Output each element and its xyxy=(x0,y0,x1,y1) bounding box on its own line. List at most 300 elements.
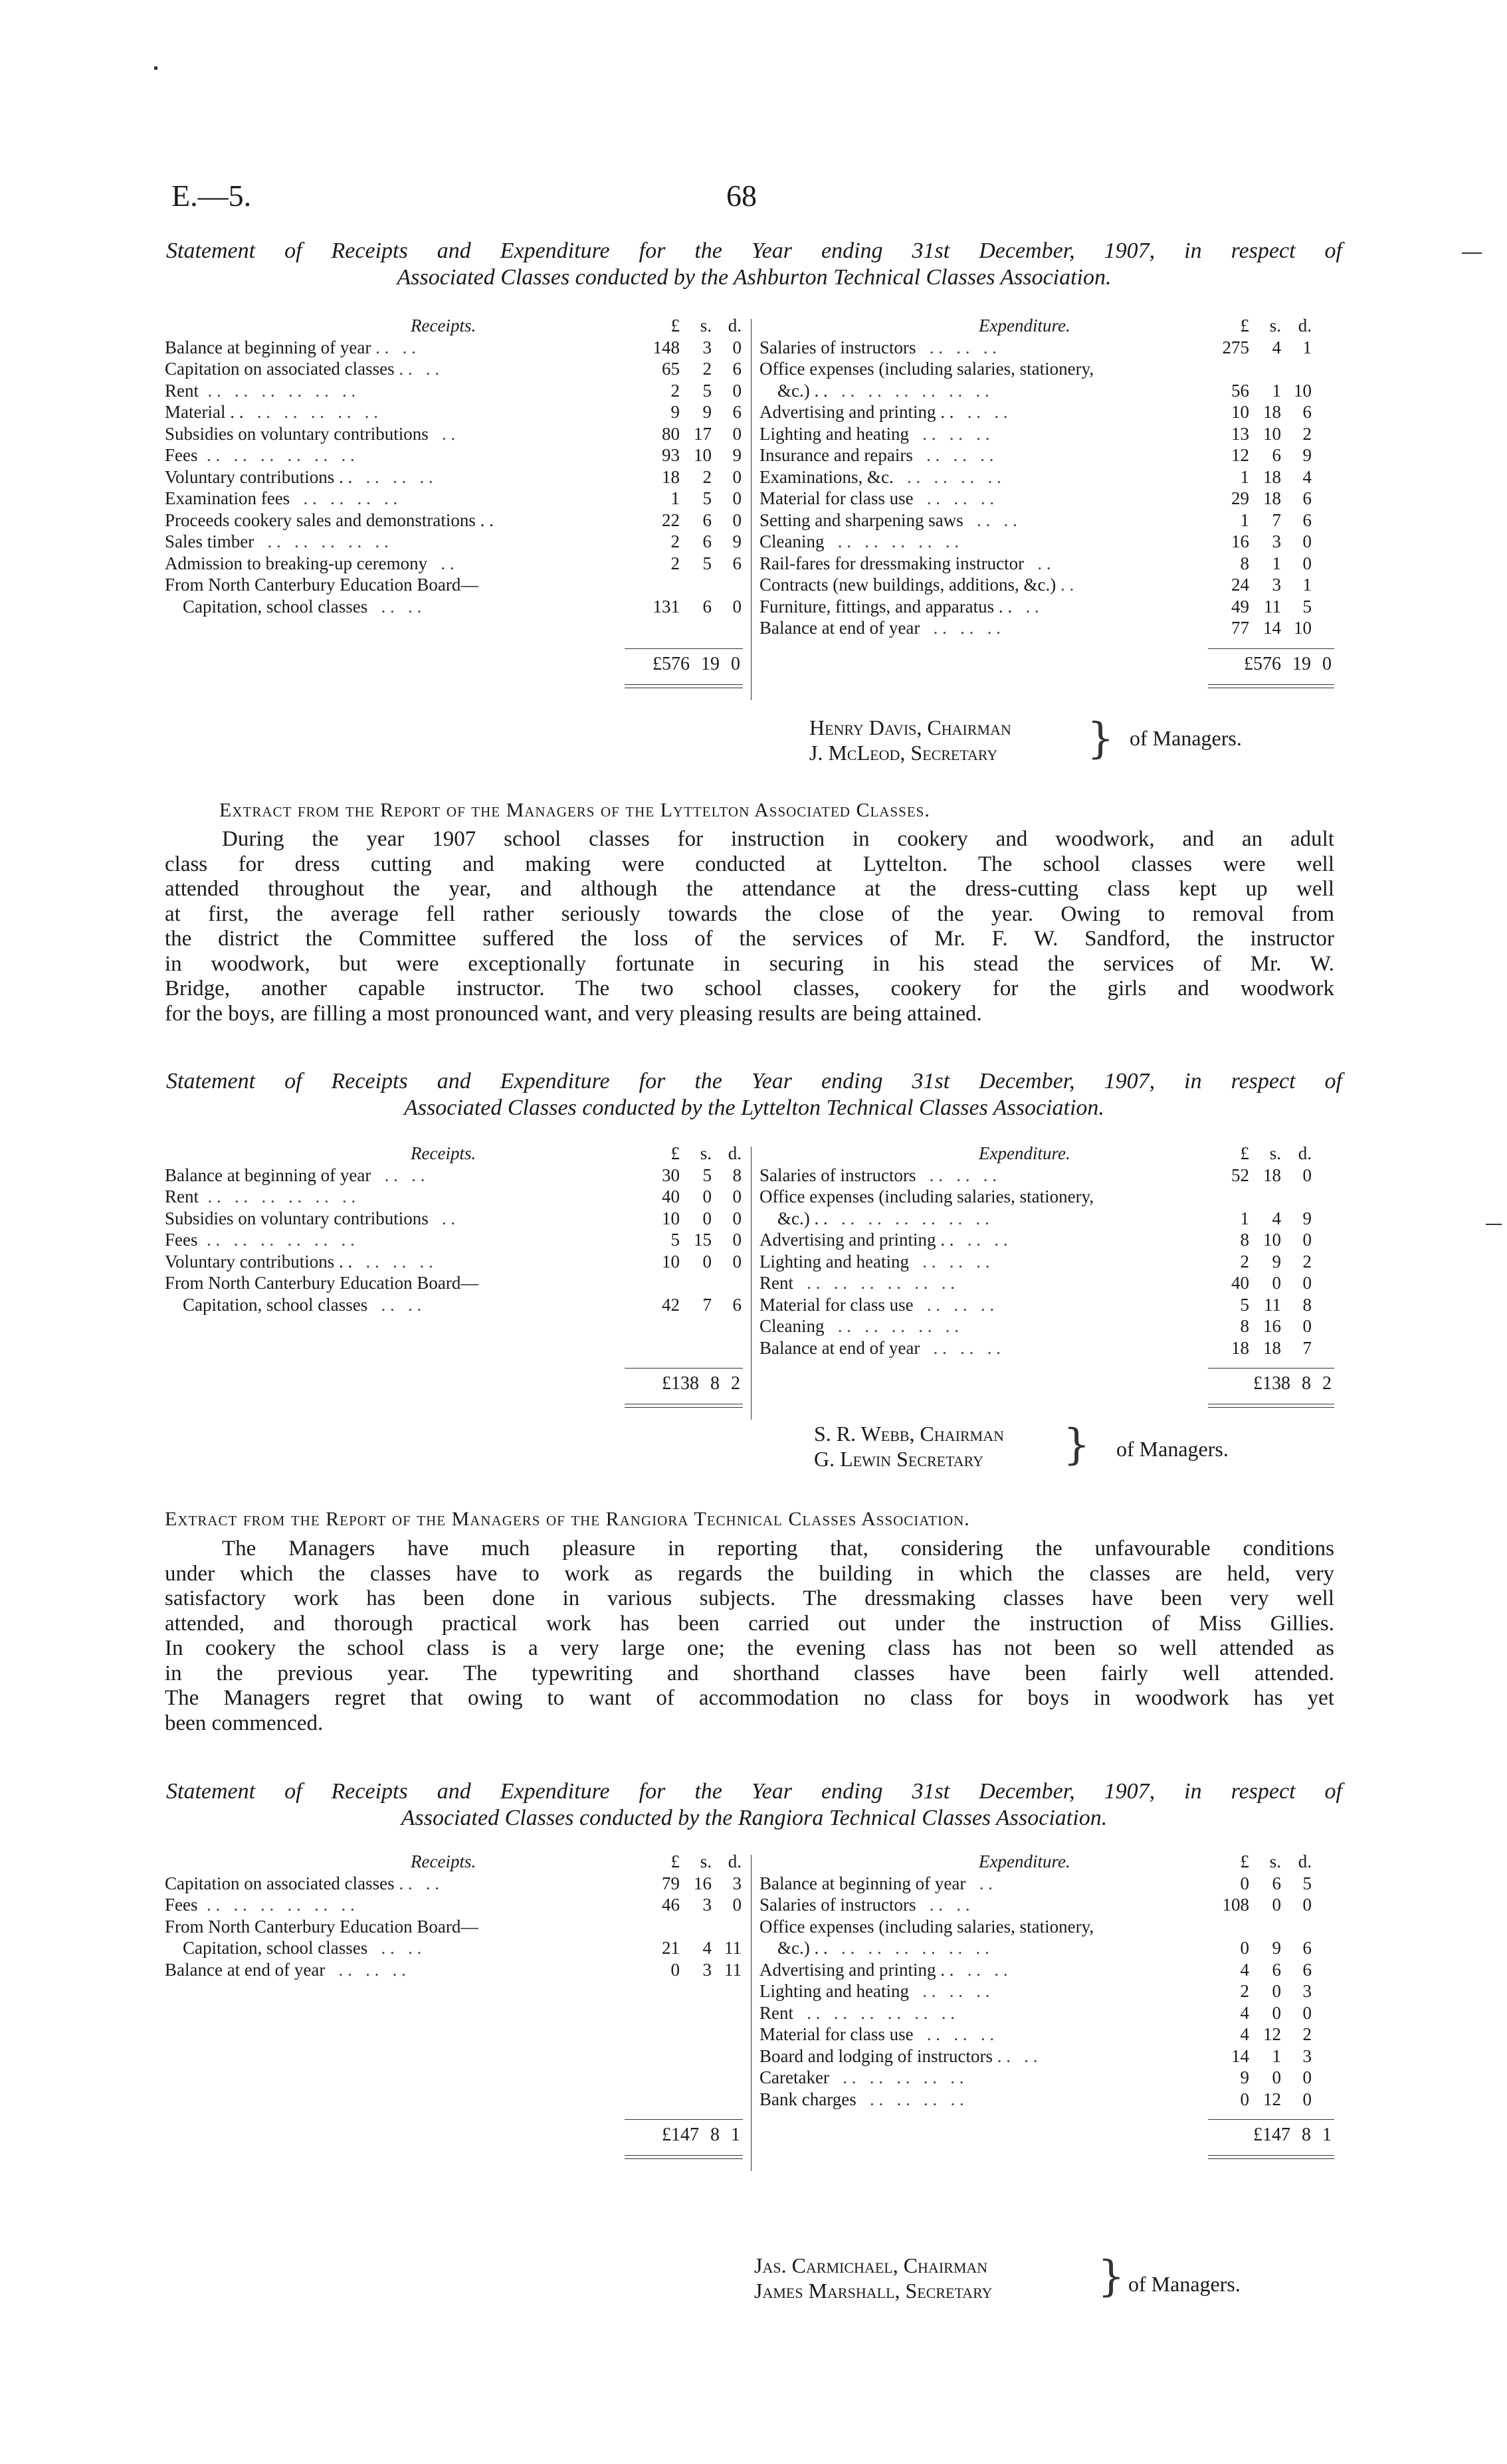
ledger-row xyxy=(165,1894,743,1916)
ledger-row xyxy=(759,510,1334,531)
item-text: Office expenses (including salaries, stationery, xyxy=(759,1916,1094,1937)
ledger-row xyxy=(165,423,743,445)
expenditure-column xyxy=(759,1851,1334,2110)
ledger-row xyxy=(759,2024,1334,2045)
paragraph-line: In cookery the school class is a very large one; the evening class has not been so well attended as xyxy=(165,1636,1334,1660)
pence-value: 9 xyxy=(1302,1208,1312,1228)
ledger-row xyxy=(759,1337,1334,1359)
item-text: Voluntary contributions . . xyxy=(165,1251,353,1272)
ledger-item-label xyxy=(165,423,455,445)
shillings-value: 14 xyxy=(1263,618,1281,638)
pence-value: 0 xyxy=(1302,2067,1312,2087)
pence-value: 10 xyxy=(1294,618,1312,638)
ledger-row xyxy=(165,1873,743,1895)
pounds-value: 1 xyxy=(1240,1208,1249,1228)
shillings-value: 10 xyxy=(694,445,712,465)
pounds-value: 2 xyxy=(1240,1251,1249,1272)
item-text: Board and lodging of instructors xyxy=(759,2045,993,2066)
pence-value: 5 xyxy=(1302,596,1312,616)
unit-label: £ xyxy=(670,316,680,335)
item-text: From North Canterbury Education Board— xyxy=(165,1916,479,1937)
ledger-item-label xyxy=(759,2089,964,2111)
ledger-row xyxy=(165,401,743,423)
receipts-total: £147 8 1 xyxy=(662,2125,740,2145)
item-text: Fees xyxy=(165,445,198,465)
paragraph-line: attended throughout the year, and although the attendance at the dress-cutting class kept up well xyxy=(165,877,1334,901)
pence-value: 9 xyxy=(732,445,742,465)
rangiora-secretary-signature: James Marshall, Secretary xyxy=(754,2279,993,2303)
pounds-value: 40 xyxy=(662,1186,680,1206)
pounds-value: 8 xyxy=(1240,553,1249,573)
ledger-item-label xyxy=(759,1894,969,1916)
paragraph-line: class for dress cutting and making were conducted at Lyttelton. The school classes were well xyxy=(165,852,1334,876)
shillings-value: 0 xyxy=(1272,1895,1281,1915)
pounds-value: 42 xyxy=(662,1294,680,1315)
item-text: Lighting and heating xyxy=(759,423,909,444)
ledger-row xyxy=(759,1894,1334,1916)
document-reference: E.—5. xyxy=(171,179,252,213)
ledger-row xyxy=(759,2002,1334,2024)
total-rule xyxy=(1208,648,1334,649)
ledger-row xyxy=(165,510,743,531)
item-text: Balance at beginning of year xyxy=(759,1873,966,1893)
ledger-row xyxy=(759,531,1334,553)
ledger-item-label xyxy=(759,1916,1094,1938)
ledger-item-label xyxy=(759,2067,963,2089)
receipts-total: £576 19 0 xyxy=(653,653,740,674)
leader-dots: . . . . . . xyxy=(908,1981,990,2001)
ledger-item-label xyxy=(759,1186,1094,1208)
rangiora-account-table xyxy=(165,1851,1334,2183)
ledger-row xyxy=(165,1959,743,1981)
signature-brace: } xyxy=(1087,714,1114,763)
paragraph-line: at first, the average fell rather seriously towards the close of the year. Owing to removal from xyxy=(165,901,1334,926)
pence-value: 0 xyxy=(732,1186,742,1206)
shillings-value: 1 xyxy=(1272,2045,1281,2066)
pounds-value: 2 xyxy=(670,380,680,401)
item-text: Office expenses (including salaries, stationery, xyxy=(759,359,1094,379)
leader-dots: . . . . . . . . . . . . xyxy=(827,380,989,401)
receipts-column xyxy=(165,315,743,617)
item-text: Contracts (new buildings, additions, &c.) xyxy=(759,575,1056,595)
ledger-row xyxy=(165,444,743,466)
ledger-item-label xyxy=(759,2002,955,2024)
pence-value: 2 xyxy=(1302,423,1312,444)
scan-speck xyxy=(154,66,157,70)
pence-value: 8 xyxy=(732,1165,742,1185)
pounds-value: 9 xyxy=(670,402,680,422)
total-rule xyxy=(1208,2119,1334,2120)
shillings-value: 0 xyxy=(702,1186,712,1206)
rangiora-statement-title: Statement of Receipts and Expenditure for the Year ending 31st December, 1907, in respect of Associated Classes conducted by the Rangiora Technical Classes Association. xyxy=(166,1779,1342,1830)
leader-dots: . . . . . . xyxy=(916,337,997,357)
pounds-value: 4 xyxy=(1240,2024,1249,2044)
ledger-row xyxy=(759,1873,1334,1895)
shillings-value: 3 xyxy=(702,337,712,357)
pence-value: 4 xyxy=(1302,466,1312,487)
ledger-item-label xyxy=(759,617,1001,639)
pence-value: 11 xyxy=(724,1959,742,1980)
pence-value: 2 xyxy=(1302,2024,1312,2044)
pence-value: 0 xyxy=(1302,2002,1312,2023)
total-double-rule xyxy=(1208,2155,1334,2159)
pence-value: 0 xyxy=(1302,1316,1312,1336)
ledger-row xyxy=(759,1959,1334,1981)
column-caption: Expenditure. xyxy=(979,1143,1070,1163)
ledger-item-label xyxy=(759,531,959,553)
total-double-rule xyxy=(1208,684,1334,688)
lyttelton-account-table xyxy=(165,1143,1334,1408)
item-text: Rent xyxy=(165,1186,199,1206)
ledger-item-label xyxy=(759,510,1017,531)
leader-dots: . . . . . . xyxy=(908,1251,990,1272)
item-text: Material for class use xyxy=(759,488,914,508)
ledger-row xyxy=(165,553,743,575)
pence-value: 0 xyxy=(732,1895,742,1915)
pounds-value: 4 xyxy=(1240,1959,1249,1980)
ledger-item-label xyxy=(165,1959,406,1981)
pence-value: 0 xyxy=(1302,1165,1312,1185)
shillings-value: 0 xyxy=(1272,1273,1281,1293)
ledger-row xyxy=(759,2067,1334,2089)
pence-value: 0 xyxy=(1302,1895,1312,1915)
receipts-total: £138 8 2 xyxy=(662,1373,740,1394)
item-text: Capitation, school classes xyxy=(165,1938,368,1958)
ledger-item-label xyxy=(165,1937,421,1959)
paragraph-line: The Managers have much pleasure in reporting that, considering the unfavourable conditions xyxy=(222,1537,1334,1561)
ledger-row xyxy=(759,423,1334,445)
leader-dots: . . xyxy=(427,553,454,573)
ledger-item-label xyxy=(759,1294,994,1316)
ledger-row xyxy=(165,1208,743,1230)
shillings-value: 5 xyxy=(702,553,712,573)
pence-value: 9 xyxy=(1302,445,1312,465)
pounds-value: 40 xyxy=(1231,1273,1249,1293)
leader-dots: . . . . . . . . . . xyxy=(254,531,389,551)
pence-value: 0 xyxy=(732,380,742,401)
pence-value: 7 xyxy=(1302,1337,1312,1358)
ledger-item-label xyxy=(759,1980,989,2002)
pence-value: 0 xyxy=(732,510,742,530)
pence-value: 0 xyxy=(732,488,742,508)
item-text: &c.) . . xyxy=(759,380,828,401)
expenditure-column xyxy=(759,1143,1334,1359)
receipts-column xyxy=(165,1851,743,1980)
pence-value: 10 xyxy=(1294,380,1312,401)
leader-dots: . . . . . . . . . . . . xyxy=(199,1186,356,1206)
ledger-item-label xyxy=(165,1873,439,1895)
item-text: Fees xyxy=(165,1895,198,1915)
unit-label: £ xyxy=(1240,316,1249,335)
total-double-rule xyxy=(1208,1404,1334,1408)
pounds-value: 148 xyxy=(653,337,680,357)
shillings-value: 6 xyxy=(702,531,712,551)
lyttelton-extract-heading: Extract from the Report of the Managers of the Lyttelton Associated Classes. xyxy=(219,799,930,821)
shillings-value: 0 xyxy=(1272,2067,1281,2087)
item-text: Salaries of instructors xyxy=(759,1895,916,1915)
leader-dots: . . . . . . . . . . xyxy=(824,1316,959,1336)
pounds-value: 10 xyxy=(662,1208,680,1228)
column-header xyxy=(759,315,1334,337)
pence-value: 0 xyxy=(732,423,742,444)
item-text: From North Canterbury Education Board— xyxy=(165,575,479,595)
shillings-value: 15 xyxy=(694,1230,712,1250)
item-text: From North Canterbury Education Board— xyxy=(165,1273,479,1293)
pounds-value: 2 xyxy=(670,553,680,573)
ledger-row xyxy=(759,444,1334,466)
column-divider xyxy=(751,1855,752,2171)
item-text: Balance at end of year xyxy=(759,1337,920,1358)
leader-dots: . . . . . . . . . . . . xyxy=(197,1895,355,1915)
ledger-row xyxy=(165,574,743,596)
leader-dots: . . . . . . xyxy=(352,1251,433,1272)
item-text: Admission to breaking-up ceremony xyxy=(165,553,428,573)
expenditure-total: £576 19 0 xyxy=(1244,653,1332,674)
item-text: &c.) . . xyxy=(759,1208,828,1228)
shillings-value: 18 xyxy=(1263,402,1281,422)
ledger-item-label xyxy=(759,2045,1037,2067)
item-text: Furniture, fittings, and apparatus . . xyxy=(759,596,1013,616)
rangiora-chairman-signature: Jas. Carmichael, Chairman xyxy=(754,2253,988,2277)
ledger-row xyxy=(165,358,743,380)
shillings-value: 6 xyxy=(1272,445,1281,465)
column-caption: Receipts. xyxy=(411,1851,476,1871)
ledger-item-label xyxy=(759,1229,1007,1251)
pounds-value: 0 xyxy=(1240,1938,1249,1958)
pounds-value: 46 xyxy=(662,1895,680,1915)
unit-label: s. xyxy=(1269,1851,1281,1871)
pence-value: 6 xyxy=(732,553,742,573)
leader-dots: . . . . xyxy=(394,1873,440,1893)
leader-dots: . . . . . . xyxy=(352,466,433,487)
item-text: Salaries of instructors xyxy=(759,337,916,357)
unit-label: £ xyxy=(670,1143,680,1163)
ledger-row xyxy=(759,1251,1334,1273)
pounds-value: 18 xyxy=(1231,1337,1249,1358)
ledger-row xyxy=(165,1165,743,1186)
ledger-item-label xyxy=(165,1272,478,1294)
pounds-value: 12 xyxy=(1231,445,1249,465)
unit-label: d. xyxy=(728,1143,742,1163)
leader-dots: . . . . . . . . . . xyxy=(829,2067,964,2087)
item-text: Bank charges xyxy=(759,2089,856,2109)
leader-dots: . . . . . . . . xyxy=(290,488,398,508)
item-text: Subsidies on voluntary contributions xyxy=(165,1208,429,1228)
shillings-value: 2 xyxy=(702,359,712,379)
pounds-value: 14 xyxy=(1231,2045,1249,2066)
item-text: Advertising and printing . . xyxy=(759,1959,954,1980)
ledger-item-label xyxy=(759,1937,989,1959)
item-text: Proceeds cookery sales and demonstrations . . xyxy=(165,510,494,530)
pounds-value: 30 xyxy=(662,1165,680,1185)
ledger-item-label xyxy=(759,574,1074,596)
expenditure-column xyxy=(759,315,1334,639)
pounds-value: 13 xyxy=(1231,423,1249,444)
shillings-value: 17 xyxy=(694,423,712,444)
pounds-value: 16 xyxy=(1231,531,1249,551)
shillings-value: 6 xyxy=(1272,1959,1281,1980)
shillings-value: 0 xyxy=(702,1251,712,1272)
ledger-item-label xyxy=(759,488,994,510)
ledger-item-label xyxy=(165,1165,425,1186)
shillings-value: 9 xyxy=(1272,1251,1281,1272)
ledger-item-label xyxy=(759,2024,994,2045)
ledger-item-label xyxy=(165,1916,478,1938)
paragraph-line: for the boys, are filling a most pronounced want, and very pleasing results are being attained. xyxy=(165,1001,982,1026)
ledger-row xyxy=(165,531,743,553)
leader-dots: . . . . . . . . . . xyxy=(824,531,959,551)
column-divider xyxy=(751,319,752,700)
item-text: Capitation on associated classes xyxy=(165,359,395,379)
shillings-value: 6 xyxy=(1272,1873,1281,1893)
item-text: Insurance and repairs xyxy=(759,445,913,465)
ledger-item-label xyxy=(759,553,1051,575)
leader-dots: . . . . . . xyxy=(913,488,995,508)
item-text: Capitation, school classes xyxy=(165,1294,368,1315)
pounds-value: 5 xyxy=(670,1230,680,1250)
ledger-item-label xyxy=(165,1208,455,1230)
paragraph-line: the district the Committee suffered the loss of the services of Mr. F. W. Sandford, the instructor xyxy=(165,927,1334,951)
ledger-row xyxy=(165,488,743,510)
leader-dots: . . . . . . xyxy=(912,445,994,465)
item-text: Balance at beginning of year xyxy=(165,337,371,357)
shillings-value: 3 xyxy=(1272,575,1281,595)
ledger-row xyxy=(165,380,743,402)
leader-dots: . . . . . . xyxy=(920,1337,1001,1358)
leader-dots: . . . . . . . . . . . . xyxy=(197,1230,355,1250)
ledger-item-label xyxy=(165,574,478,596)
scan-speck xyxy=(1486,1224,1502,1225)
ledger-row xyxy=(165,1186,743,1208)
ledger-row xyxy=(759,401,1334,423)
ledger-item-label xyxy=(759,358,1094,380)
pence-value: 6 xyxy=(732,1294,742,1315)
pence-value: 6 xyxy=(1302,402,1312,422)
ledger-item-label xyxy=(759,1873,993,1895)
ledger-item-label xyxy=(759,466,1001,488)
pounds-value: 0 xyxy=(670,1959,680,1980)
shillings-value: 18 xyxy=(1263,1165,1281,1185)
pounds-value: 1 xyxy=(1240,466,1249,487)
ledger-item-label xyxy=(165,553,454,575)
ledger-item-label xyxy=(165,466,433,488)
item-text: Examination fees xyxy=(165,488,290,508)
pounds-value: 22 xyxy=(662,510,680,530)
pence-value: 0 xyxy=(1302,1230,1312,1250)
total-rule xyxy=(625,648,743,649)
shillings-value: 5 xyxy=(702,380,712,401)
ledger-item-label xyxy=(165,1294,421,1316)
ledger-item-label xyxy=(165,596,421,618)
shillings-value: 16 xyxy=(1263,1316,1281,1336)
shillings-value: 1 xyxy=(1272,380,1281,401)
pounds-value: 93 xyxy=(662,445,680,465)
ledger-row xyxy=(165,337,743,359)
unit-label: s. xyxy=(700,1851,712,1871)
pounds-value: 8 xyxy=(1240,1316,1249,1336)
shillings-value: 3 xyxy=(702,1895,712,1915)
leader-dots: . . xyxy=(1056,575,1074,595)
pounds-value: 18 xyxy=(662,466,680,487)
lyttelton-chairman-signature: S. R. Webb, Chairman xyxy=(814,1422,1005,1446)
pence-value: 0 xyxy=(732,337,742,357)
unit-label: £ xyxy=(1240,1143,1249,1163)
leader-dots: . . . . . . . . . . . . xyxy=(793,2002,955,2023)
item-text: Office expenses (including salaries, stationery, xyxy=(759,1186,1094,1206)
pounds-value: 24 xyxy=(1231,575,1249,595)
ledger-item-label xyxy=(759,380,989,402)
ledger-row xyxy=(759,1165,1334,1186)
expenditure-total: £138 8 2 xyxy=(1253,1373,1332,1394)
paragraph-line: attended, and thorough practical work has been carried out under the instruction of Miss Gillies. xyxy=(165,1611,1334,1636)
ashburton-account-table xyxy=(165,315,1334,713)
ledger-item-label xyxy=(165,488,397,510)
item-text: Material for class use xyxy=(759,1294,914,1315)
ledger-item-label xyxy=(165,1229,355,1251)
receipts-column xyxy=(165,1143,743,1315)
ledger-row xyxy=(759,1916,1334,1938)
leader-dots: . . . . . . xyxy=(325,1959,406,1980)
pounds-value: 49 xyxy=(1231,596,1249,616)
shillings-value: 18 xyxy=(1263,466,1281,487)
leader-dots: . . . . xyxy=(916,1895,970,1915)
leader-dots: . . . . xyxy=(371,1165,425,1185)
pounds-value: 2 xyxy=(670,531,680,551)
shillings-value: 9 xyxy=(1272,1938,1281,1958)
scan-speck xyxy=(1462,252,1482,254)
ledger-item-label xyxy=(759,444,993,466)
ledger-row xyxy=(759,574,1334,596)
ledger-item-label xyxy=(165,380,355,402)
lyttelton-of-managers: of Managers. xyxy=(1116,1437,1229,1461)
item-text: Lighting and heating xyxy=(759,1981,909,2001)
ledger-row xyxy=(759,1315,1334,1337)
leader-dots: . . . . xyxy=(371,337,416,357)
ledger-row xyxy=(165,1937,743,1959)
ledger-row xyxy=(759,596,1334,618)
rangiora-of-managers: of Managers. xyxy=(1128,2272,1241,2296)
unit-label: d. xyxy=(1298,316,1312,335)
ledger-item-label xyxy=(165,401,378,423)
pounds-value: 131 xyxy=(653,596,680,616)
ledger-row xyxy=(165,1251,743,1273)
paragraph-line: Bridge, another capable instructor. The two school classes, cookery for the girls and woodwork xyxy=(165,977,1334,1000)
shillings-value: 0 xyxy=(702,1208,712,1228)
ashburton-chairman-signature: Henry Davis, Chairman xyxy=(809,715,1011,739)
pence-value: 1 xyxy=(1302,575,1312,595)
unit-label: s. xyxy=(1269,316,1281,335)
leader-dots: . . xyxy=(965,1873,993,1893)
shillings-value: 4 xyxy=(702,1938,712,1958)
leader-dots: . . . . xyxy=(954,1959,1008,1980)
pence-value: 6 xyxy=(732,359,742,379)
ledger-row xyxy=(165,596,743,618)
item-text: Salaries of instructors xyxy=(759,1165,916,1185)
item-text: Balance at end of year xyxy=(165,1959,326,1980)
leader-dots: . . xyxy=(428,423,456,444)
leader-dots: . . . . . . . . . . . . xyxy=(199,380,356,401)
ledger-item-label xyxy=(165,1894,355,1916)
item-text: Material for class use xyxy=(759,2024,914,2044)
shillings-value: 10 xyxy=(1263,423,1281,444)
ledger-row xyxy=(759,488,1334,510)
paragraph-line: been commenced. xyxy=(165,1711,324,1735)
rangiora-extract-paragraph xyxy=(165,1537,1334,1736)
ledger-row xyxy=(759,380,1334,402)
item-text: Capitation, school classes xyxy=(165,596,368,616)
pounds-value: 9 xyxy=(1240,2067,1249,2087)
total-rule xyxy=(625,2119,743,2120)
